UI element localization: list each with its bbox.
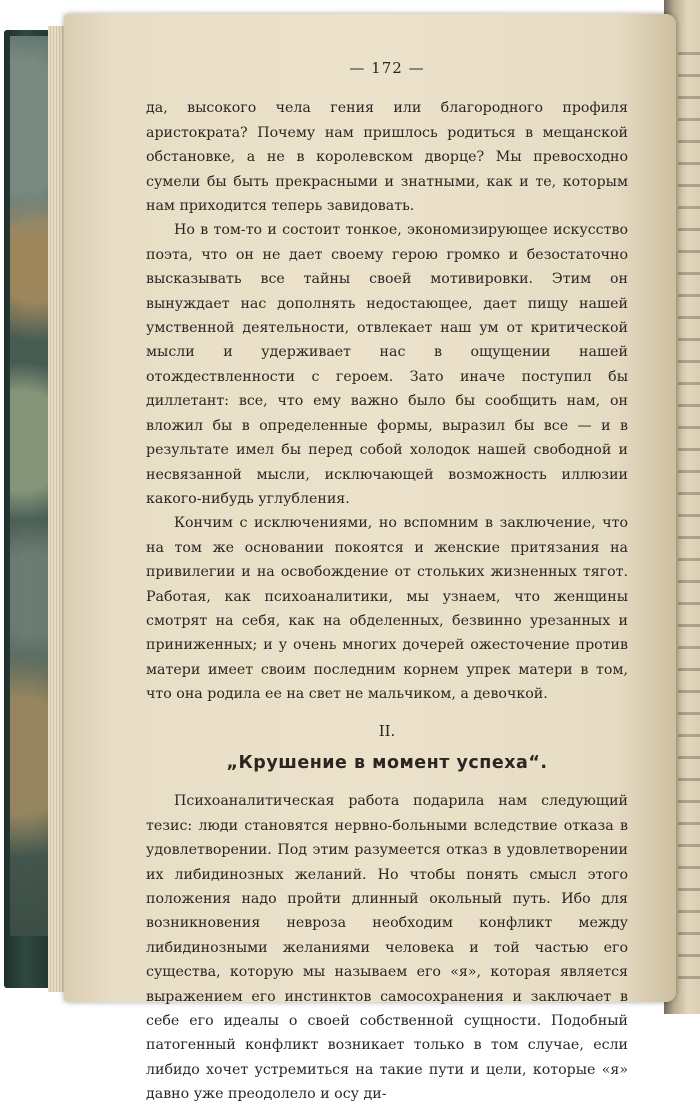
page-content xyxy=(146,56,628,1107)
paragraph: Кончим с исключениями, но вспомним в заключение, что на том же основании покоятся и женские притязания на привилегии и на освобождение от стольких жизненных тягот. Работая, как психоаналитики, мы узнаем, что женщины смотрят на себя, как на обделенных, безвинно урезанных и приниженных; и у очень многих дочерей ожесточение против матери имеет своим последним корнем упрек матери в том, что она родила ее на свет не мальчиком, а девочкой. xyxy=(146,515,628,703)
section-title: „Крушение в момент успеха“. xyxy=(226,752,548,773)
paragraph: Но в том-то и состоит тонкое, экономизирующее искусство поэта, что он не дает своему герою громко и безостаточно высказывать все тайны своей мотивировки. Этим он вынуждает нас дополнять недостающее, дает пищу нашей умственной деятельности, отвлекает наш ум от критической мысли и удерживает нас в ощущении нашей отождествленности с героем. Зато иначе поступил бы диллетант: все, что ему важно было бы сообщить нам, он вложил бы в определенные формы, выразил бы все — и в результате имел бы перед собой холодок нашей свободной и несвязанной мысли, исключающей возможность иллюзии какого-нибудь углубления. xyxy=(146,222,628,507)
next-page-text-fragment xyxy=(678,40,700,980)
paragraph: да, высокого чела гения или благородного профиля аристократа? Почему нам пришлось родиться в мещанской обстановке, а не в королевском дворце? Мы превосходно сумели бы быть прекрасными и знатными, как и те, которым нам приходится теперь завидовать. xyxy=(146,100,628,215)
marbled-cover xyxy=(10,36,48,936)
page-number: — 172 — xyxy=(349,59,425,77)
section-number: II. xyxy=(378,721,396,740)
paragraph: Психоаналитическая работа подарила нам следующий тезис: люди становятся нервно-больными вследствие отказа в удовлетворении. Под этим разумеется отказ в удовлетворении их либидинозных желаний. Но чтобы понять смысл этого положения надо пройти длинный окольный путь. Ибо для возникновения невроза необходим конфликт между либидинозными желаниями человека и той частью его существа, которую мы называем его «я», которая является выражением его инстинктов самосохранения и заключает в себе его идеалы о своей собственной сущности. Подобный патогенный конфликт возникает только в том случае, если либидо хочет устремиться на такие пути и цели, которые «я» давно уже преодолело и осу ди- xyxy=(146,793,628,1103)
